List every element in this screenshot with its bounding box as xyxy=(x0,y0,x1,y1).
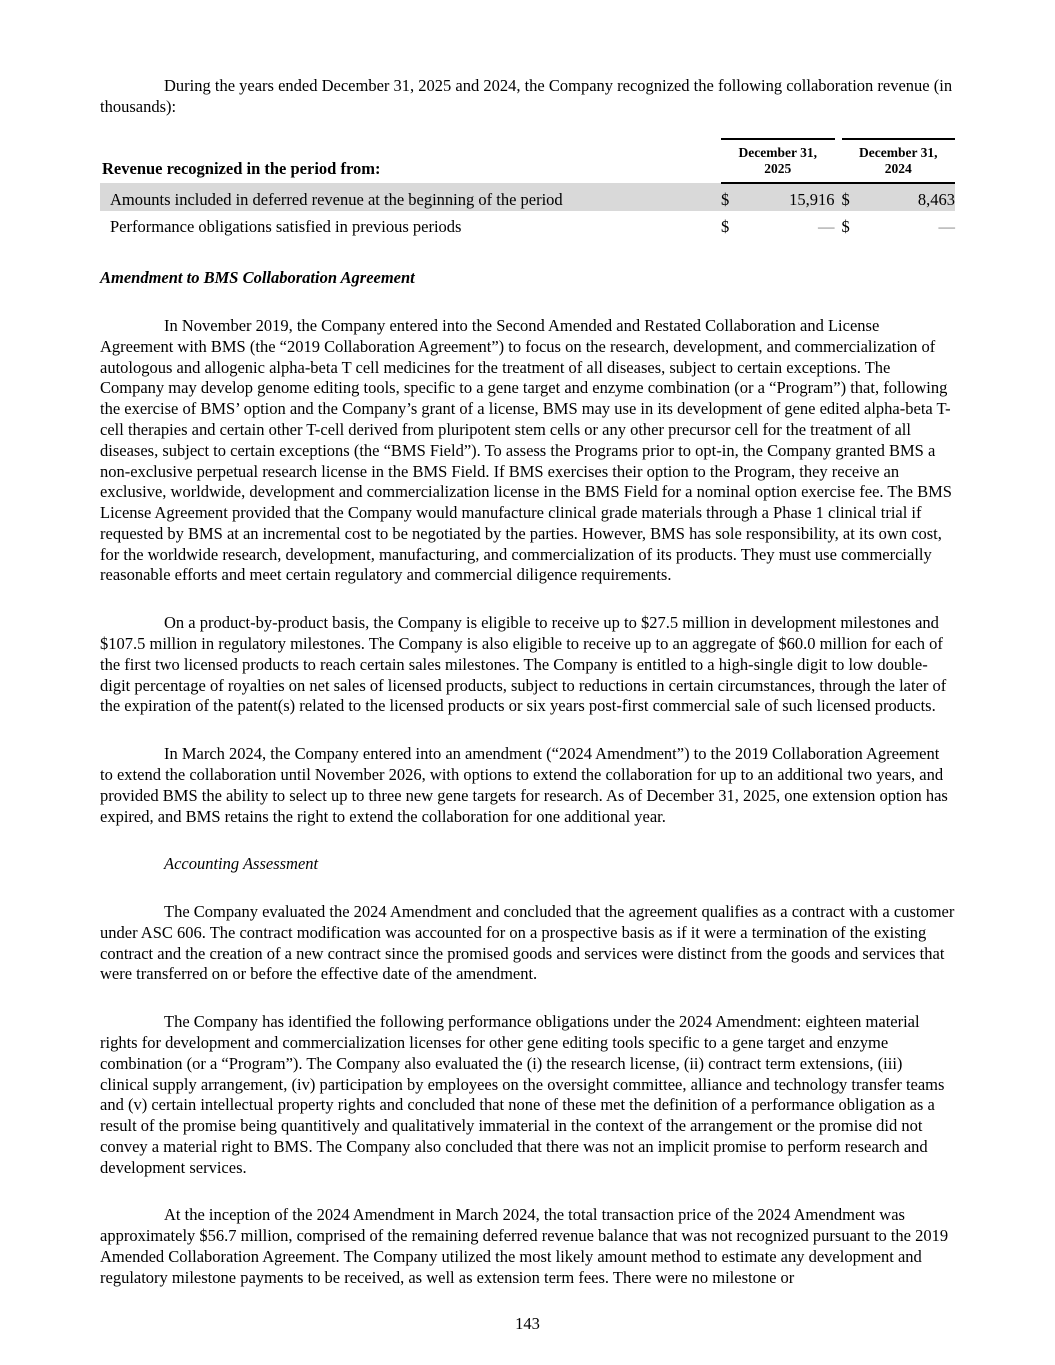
currency-symbol: $ xyxy=(841,216,850,236)
intro-paragraph: During the years ended December 31, 2025 and 2024, the Company recognized the following collaboration revenue (in thousands): xyxy=(100,76,953,116)
paragraph-2019-agreement: In November 2019, the Company entered into the Second Amended and Restated Collaboration and License Agreement with BMS (the “2019 Collaboration Agreement”) to focus on the research, development, and commercialization of autologous and allogenic alpha-beta T cell medicines for the treatment of all diseases, subject to certain exceptions. The Company may develop genome editing tools, specific to a gene target and enzyme combination (or a “Program”) that, following the exercise of BMS’ option and the Company’s grant of a license, BMS may use in its development of gene edited alpha-beta T-cell therapies and certain other T-cell derived from pluripotent stem cells or any other precursor cell for the treatment of all diseases, subject to certain exceptions (the “BMS Field”). To assess the Programs prior to opt-in, the Company granted BMS a non-exclusive perpetual research license in the BMS Field. If BMS exercises their option to the Program, they receive an exclusive, worldwide, development and commercialization license in the BMS Field for a nominal option exercise fee. The BMS License Agreement provided that the Company would manufacture clinical grade materials through a Phase 1 clinical trial if requested by BMS at an incremental cost to be negotiated by the parties. However, BMS has sole responsibility, at its own cost, for the worldwide research, development, manufacturing, and commercialization of its products. They must use commercially reasonable efforts and meet certain regulatory and commercial diligence requirements. xyxy=(100,316,952,585)
value-2024: — xyxy=(938,216,955,236)
column-gap xyxy=(835,139,842,184)
page-number: 143 xyxy=(515,1314,540,1334)
subheading-accounting-assessment: Accounting Assessment xyxy=(164,854,319,874)
value-2024: 8,463 xyxy=(898,183,955,211)
row-label: Amounts included in deferred revenue at the beginning of the period xyxy=(100,183,721,211)
paragraph-2024-amendment: In March 2024, the Company entered into an amendment (“2024 Amendment”) to the 2019 Collaboration Agreement to extend the collaboration until November 2026, with options to extend the collaboration for up to an additional two years, and provided BMS the ability to select up to three new gene targets for research. As of December 31, 2025, one extension option has expired, and BMS retains the right to extend the collaboration for one additional year. xyxy=(100,744,948,826)
value-2025: 15,916 xyxy=(778,183,835,211)
table-row-deferred-revenue xyxy=(100,183,955,211)
column-header-line2: 2024 xyxy=(884,161,912,177)
column-header-dec-31-2025 xyxy=(721,139,835,184)
table-row-performance-obligations xyxy=(100,211,955,238)
value-2025: — xyxy=(818,216,835,236)
currency-symbol: $ xyxy=(721,216,730,236)
paragraph-transaction-price: At the inception of the 2024 Amendment in March 2024, the total transaction price of the 2024 Amendment was approximately $56.7 million, comprised of the remaining deferred revenue balance that was not recognized pursuant to the 2019 Amended Collaboration Agreement. The Company utilized the most likely amount method to estimate any development and regulatory milestone payments to be received, as well as extension term fees. There were no milestone or xyxy=(100,1205,949,1287)
currency-symbol: $ xyxy=(842,183,899,211)
column-gap xyxy=(835,183,842,211)
column-header-line1: December 31, xyxy=(859,144,938,160)
column-header-line2: 2025 xyxy=(764,161,792,177)
table-header-row xyxy=(100,139,955,184)
column-header-dec-31-2024 xyxy=(842,139,956,184)
paragraph-asc-606: The Company evaluated the 2024 Amendment and concluded that the agreement qualifies as a contract with a customer under ASC 606. The contract modification was accounted for on a prospective basis as if it were a termination of the existing contract and the creation of a new contract since the promised goods and services were distinct from the goods and services that were transferred on or before the effective date of the amendment. xyxy=(100,902,955,984)
paragraph-performance-obligations: The Company has identified the following performance obligations under the 2024 Amendment: eighteen material rights for development and commercialization licenses for other gene editing tools specific to a gene target and enzyme combination (or a “Program”). The Company also evaluated the (i) the research license, (ii) contract term extensions, (iii) clinical supply arrangement, (iv) participation by employees on the oversight committee, alliance and technology transfer teams and (v) certain intellectual property rights and concluded that none of these met the definition of a performance obligation as a result of the promise being quantitively and qualitatively immaterial in the context of the arrangement or the promise did not convey a material right to BMS. The Company also concluded that there was not an implicit promise to perform research and development services. xyxy=(100,1012,945,1177)
collaboration-revenue-table xyxy=(100,138,955,239)
column-gap xyxy=(835,211,842,238)
row-label: Performance obligations satisfied in previous periods xyxy=(110,216,462,236)
paragraph-milestones: On a product-by-product basis, the Company is eligible to receive up to $27.5 million in development milestones and $107.5 million in regulatory milestones. The Company is also eligible to receive up to an aggregate of $60.0 million for each of the first two licensed products to reach certain sales milestones. The Company is entitled to a high-single digit to low double-digit percentage of royalties on net sales of licensed products, subject to reductions in certain circumstances, through the later of the expiration of the patent(s) related to the licensed products or six years post-first commercial sale of such licensed products. xyxy=(100,613,947,716)
section-heading-amendment-bms: Amendment to BMS Collaboration Agreement xyxy=(100,268,415,288)
table-header-label: Revenue recognized in the period from: xyxy=(102,158,381,178)
column-header-line1: December 31, xyxy=(738,144,817,160)
currency-symbol: $ xyxy=(721,183,778,211)
